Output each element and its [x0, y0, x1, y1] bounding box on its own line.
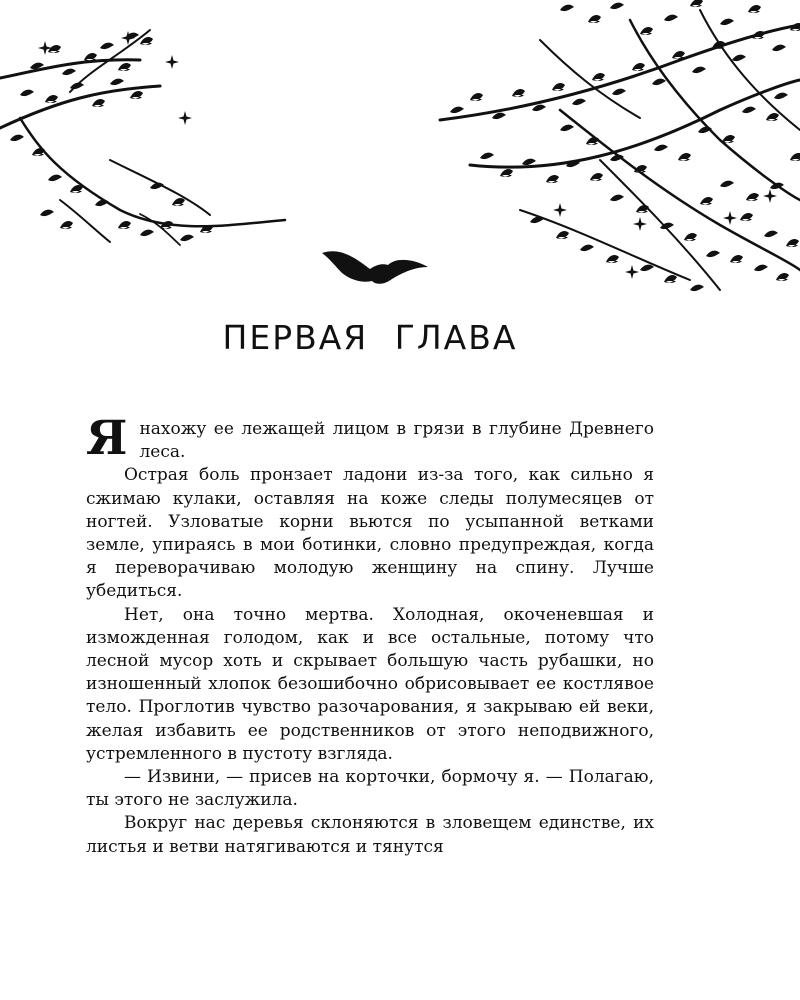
paragraph	[86, 411, 654, 466]
drop-cap: Я	[86, 411, 128, 466]
paragraph: Вокруг нас деревья склоняются в зловещем единстве, их листья и ветви натягиваются и тянутся	[86, 813, 654, 857]
right-tree-leaves	[450, 0, 800, 291]
chapter-title: ПЕРВАЯ ГЛАВА	[222, 318, 518, 357]
chapter-header-illustration	[0, 0, 800, 310]
chapter-body	[86, 411, 654, 859]
bird-icon	[322, 251, 428, 284]
paragraph-text: нахожу ее лежащей лицом в грязи в глубине Древнего леса.	[139, 419, 654, 463]
star-icon	[38, 31, 192, 125]
right-tree-branches	[440, 0, 800, 291]
star-icon	[553, 189, 777, 279]
left-tree-branches	[0, 30, 285, 245]
left-tree-leaves	[10, 33, 213, 241]
paragraph: Нет, она точно мертва. Холодная, окоченевшая и изможденная голодом, как и все остальные, потому что лесной мусор хоть и скрывает большую часть рубашки, но изношенный хлопок безошибочно обрисовывает ее костлявое тело. Проглотив чувство разочарования, я закрываю ей веки, желая избавить ее родственников от этого неподвижного, устремленного в пустоту взгляда.	[86, 604, 654, 764]
paragraph: Острая боль пронзает ладони из-за того, как сильно я сжимаю кулаки, оставляя на коже следы полумесяцев от ногтей. Узловатые корни вьются по усыпанной ветками земле, упираясь в мои ботинки, словно предупреждая, когда я переворачиваю молодую женщину на спину. Лучше убедиться.	[86, 465, 654, 602]
paragraph: — Извини, — присев на корточки, бормочу я. — Полагаю, ты этого не заслужила.	[86, 767, 654, 811]
